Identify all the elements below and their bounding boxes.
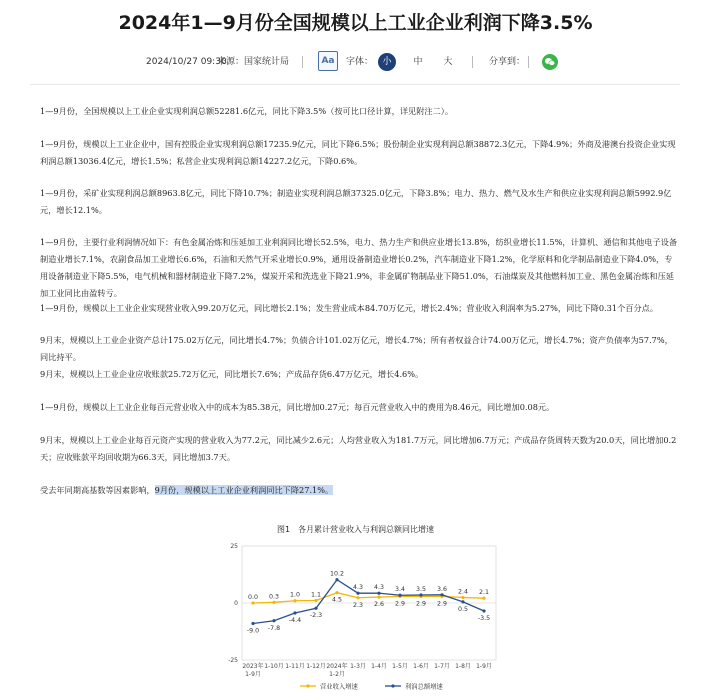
legend-label: 营业收入增速 [320,683,358,691]
x-tick-label: 1-3月 [350,663,366,670]
data-label: 2.1 [478,589,490,597]
data-point [482,597,485,600]
x-tick-label: 1-8月 [455,663,471,670]
x-tick-label: 1-4月 [371,663,387,670]
legend-label: 利润总额增速 [405,683,443,691]
data-point [377,592,380,595]
font-toggle-button[interactable]: Aa [318,51,338,71]
paragraph: 1—9月份，规模以上工业企业中，国有控股企业实现利润总额17235.9亿元，同比下降6.5%；股份制企业实现利润总额38872.3亿元，下降4.9%；外商及港澳台投资企业实现利润总额13036.4亿元，增长1.5%；私营企业实现利润总额14227.2亿元，下降0.6%。 [40,139,676,166]
data-point [335,591,338,594]
share-label: 分享到： [489,57,526,67]
data-point [482,609,485,612]
data-point [356,592,359,595]
article-title: 2024年1—9月份全国规模以上工业企业利润下降3.5% [118,12,593,34]
x-tick-label: 1-10月 [264,663,284,670]
data-point [251,601,254,604]
data-label: 1.0 [289,591,301,599]
highlighted-text: 9月份，规模以上工业企业利润同比下降27.1%。 [154,485,334,495]
data-point [356,596,359,599]
data-point [377,595,380,598]
data-label: 3.5 [415,586,427,594]
chart-title: 图1 各月累计营业收入与利润总额同比增速 [276,525,435,534]
legend-marker [306,684,309,687]
data-point [440,593,443,596]
source-label: 来源：国家统计局 [217,57,290,67]
x-tick-label: 1-12月 [306,663,326,670]
data-label: 4.5 [331,596,343,604]
paragraph: 9月末，规模以上工业企业应收账款25.72万亿元，同比增长7.6%；产成品存货6.47万亿元，增长4.6%。 [40,369,424,379]
data-label: 2.9 [436,600,448,608]
legend-marker [391,684,394,687]
font-size-medium-button[interactable]: 中 [413,57,423,67]
y-tick-label: 0 [234,600,238,607]
x-tick-label: 2024年 1-2月 [326,663,348,678]
y-tick-label: -25 [228,657,238,664]
x-tick-label: 1-9月 [476,663,492,670]
data-label: 0.3 [268,593,280,601]
paragraph: 1—9月份，全国规模以上工业企业实现利润总额52281.6亿元，同比下降3.5%（按可比口径计算，详见附注二）。 [40,106,454,116]
data-point [251,622,254,625]
x-tick-label: 1-7月 [434,663,450,670]
x-tick-label: 1-6月 [413,663,429,670]
data-label: 2.4 [457,588,469,596]
data-label: -7.8 [267,624,281,632]
font-size-small-button[interactable]: 小 [378,53,396,71]
paragraph: 1—9月份，主要行业利润情况如下：有色金属冶炼和压延加工业利润同比增长52.5%，电力、热力生产和供应业增长13.8%，纺织业增长11.5%，计算机、通信和其他电子设备制造业增长7.1%，农副食品加工业增长6.6%，石油和天然气开采业增长0.9%，通用设备制造业增长0.2%，汽车制造业下降1.2%，化学原料和化学制品制造业下降4.0%，专用设备制造业下降5.5%，电气机械和器材制造业下降7.2%，煤炭开采和洗选业下降21.9%，非金属矿物制品业下降51.0%，石油煤炭及其他燃料加工业、黑色金属冶炼和压延加工业同比由盈转亏。 [40,237,678,298]
x-tick-label: 1-11月 [285,663,305,670]
paragraph: 9月末，规模以上工业企业资产总计175.02万亿元，同比增长4.7%；负债合计101.02万亿元，增长4.7%；所有者权益合计74.00万亿元，增长4.7%；资产负债率为57.7%，同比持平。 [40,335,673,362]
data-label: -9.0 [246,627,260,635]
data-point [398,594,401,597]
data-point [461,596,464,599]
data-label: 2.6 [373,601,385,609]
paragraph: 1—9月份，规模以上工业企业每百元营业收入中的成本为85.38元，同比增加0.27元；每百元营业收入中的费用为8.46元，同比增加0.08元。 [40,402,555,412]
data-point [272,601,275,604]
data-label: 0.5 [457,605,469,613]
data-point [335,578,338,581]
data-point [314,599,317,602]
data-point [419,593,422,596]
font-label: 字体： [346,57,374,67]
data-label: 2.9 [394,600,406,608]
paragraph: 1—9月份，规模以上工业企业实现营业收入99.20万亿元，同比增长2.1%；发生营业成本84.70万亿元，增长2.4%；营业收入利润率为5.27%，同比下降0.31个百分点。 [40,303,659,313]
data-label: 4.3 [352,584,364,592]
data-point [461,600,464,603]
data-label: -2.3 [309,612,323,620]
data-point [293,599,296,602]
x-tick-label: 2023年 1-9月 [242,663,264,678]
font-size-large-button[interactable]: 大 [443,57,453,67]
data-label: 3.4 [394,586,406,594]
data-label: 3.6 [436,585,448,593]
data-point [293,611,296,614]
data-label: 0.0 [247,594,259,601]
data-point [314,607,317,610]
data-label: 1.1 [310,591,322,599]
data-point [272,619,275,622]
paragraph-lead: 受去年同期高基数等因素影响， [40,485,155,495]
publish-datetime: 2024/10/27 09:30 [146,57,227,67]
data-label: -4.4 [288,617,302,625]
data-label: 2.3 [352,601,364,609]
y-tick-label: 25 [230,543,238,550]
data-label: -3.5 [477,614,491,622]
data-label: 2.9 [415,600,427,608]
x-tick-label: 1-5月 [392,663,408,670]
paragraph: 1—9月份，采矿业实现利润总额8963.8亿元，同比下降10.7%；制造业实现利润总额37325.0亿元，下降3.8%；电力、热力、燃气及水生产和供应业实现利润总额5992.9亿元，增长12.1%。 [40,188,672,215]
paragraph: 9月末，规模以上工业企业每百元资产实现的营业收入为77.2元，同比减少2.6元；人均营业收入为181.7万元，同比增加6.7万元；产成品存货周转天数为20.0天，同比增加0.2天；应收账款平均回收期为66.3天，同比增加3.7天。 [40,435,677,462]
data-label: 10.2 [329,570,345,578]
data-label: 4.3 [373,584,385,592]
